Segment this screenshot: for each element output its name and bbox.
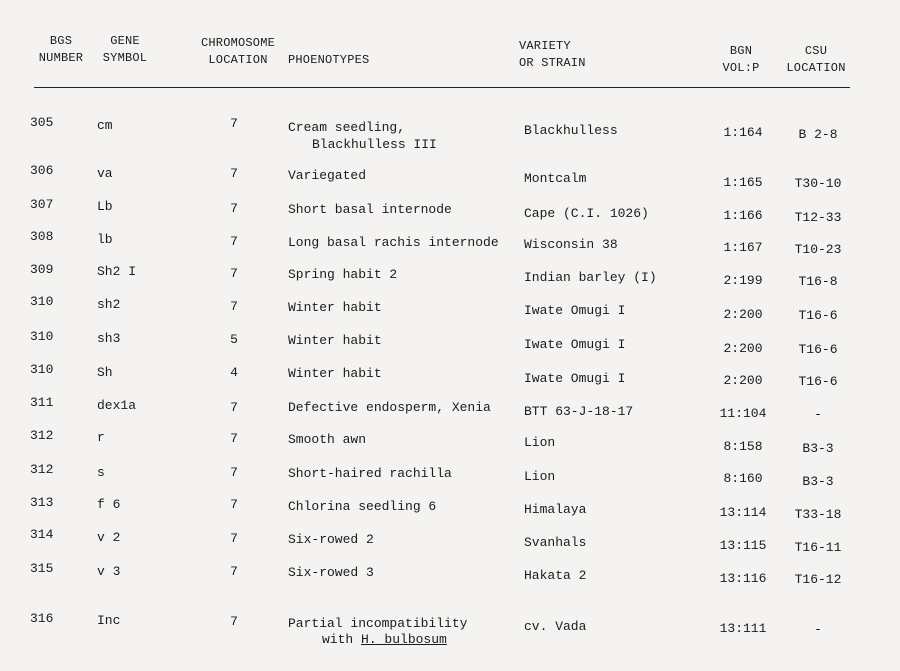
csu-location: B 2-8 bbox=[798, 127, 838, 142]
bgn-vol-page: 1:165 bbox=[723, 175, 763, 190]
variety: Svanhals bbox=[524, 535, 587, 550]
gene-symbol: Inc bbox=[97, 613, 121, 628]
variety: Iwate Omugi I bbox=[524, 303, 626, 318]
bgs-number: 316 bbox=[30, 611, 54, 626]
chromosome-location: 7 bbox=[230, 400, 238, 415]
bgs-number: 312 bbox=[30, 462, 54, 477]
chromosome-location: 7 bbox=[230, 266, 238, 281]
bgn-vol-page: 1:166 bbox=[723, 208, 763, 223]
phenotype: Variegated bbox=[288, 168, 367, 183]
species-name: H. bulbosum bbox=[361, 632, 447, 647]
phenotype-continued: with H. bulbosum bbox=[322, 632, 447, 647]
csu-location: T12-33 bbox=[794, 210, 842, 225]
header-chromosome-location: CHROMOSOME LOCATION bbox=[200, 36, 275, 67]
csu-location: T16-12 bbox=[794, 572, 842, 587]
csu-location: B3-3 bbox=[802, 441, 834, 456]
bgn-vol-page: 13:111 bbox=[719, 621, 767, 636]
gene-symbol: lb bbox=[97, 232, 113, 247]
variety: Cape (C.I. 1026) bbox=[524, 206, 649, 221]
header-bgs-number: BGS NUMBER bbox=[38, 34, 84, 65]
phenotype: Short basal internode bbox=[288, 202, 452, 217]
csu-location: T16-6 bbox=[798, 308, 838, 323]
bgn-vol-page: 13:116 bbox=[719, 571, 767, 586]
chromosome-location: 7 bbox=[230, 564, 238, 579]
csu-location: T30-10 bbox=[794, 176, 842, 191]
gene-symbol: sh3 bbox=[97, 331, 121, 346]
phenotype: Chlorina seedling 6 bbox=[288, 499, 437, 514]
csu-location: T16-6 bbox=[798, 374, 838, 389]
chromosome-location: 7 bbox=[230, 614, 238, 629]
gene-symbol: v 3 bbox=[97, 564, 121, 579]
variety: Wisconsin 38 bbox=[524, 237, 618, 252]
chromosome-location: 7 bbox=[230, 465, 238, 480]
bgs-number: 310 bbox=[30, 294, 54, 309]
gene-symbol: f 6 bbox=[97, 497, 121, 512]
phenotype: Long basal rachis internode bbox=[288, 235, 499, 250]
header-phenotypes: PHOENOTYPES bbox=[288, 53, 370, 67]
bgn-vol-page: 13:115 bbox=[719, 538, 767, 553]
bgn-vol-page: 1:167 bbox=[723, 240, 763, 255]
variety: Lion bbox=[524, 469, 556, 484]
phenotype: Defective endosperm, Xenia bbox=[288, 400, 491, 415]
csu-location: T33-18 bbox=[794, 507, 842, 522]
gene-symbol: Sh2 I bbox=[97, 264, 137, 279]
bgs-number: 308 bbox=[30, 229, 54, 244]
chromosome-location: 7 bbox=[230, 497, 238, 512]
variety: Himalaya bbox=[524, 502, 587, 517]
bgn-vol-page: 2:200 bbox=[723, 307, 763, 322]
phenotype: Six-rowed 2 bbox=[288, 532, 374, 547]
chromosome-location: 7 bbox=[230, 116, 238, 131]
header-gene-symbol: GENE SYMBOL bbox=[102, 34, 148, 65]
bgn-vol-page: 2:200 bbox=[723, 373, 763, 388]
bgs-number: 307 bbox=[30, 197, 54, 212]
bgs-number: 313 bbox=[30, 495, 54, 510]
phenotype: Winter habit bbox=[288, 366, 382, 381]
chromosome-location: 7 bbox=[230, 234, 238, 249]
phenotype: Smooth awn bbox=[288, 432, 367, 447]
variety: Iwate Omugi I bbox=[524, 337, 626, 352]
bgn-vol-page: 11:104 bbox=[719, 406, 767, 421]
chromosome-location: 7 bbox=[230, 201, 238, 216]
chromosome-location: 7 bbox=[230, 299, 238, 314]
bgn-vol-page: 2:200 bbox=[723, 341, 763, 356]
csu-location: - bbox=[814, 622, 822, 637]
gene-symbol: cm bbox=[97, 118, 113, 133]
bgs-number: 309 bbox=[30, 262, 54, 277]
variety: Montcalm bbox=[524, 171, 587, 186]
bgs-number: 305 bbox=[30, 115, 54, 130]
csu-location: T16-6 bbox=[798, 342, 838, 357]
gene-symbol: s bbox=[97, 465, 105, 480]
gene-symbol: r bbox=[97, 430, 105, 445]
phenotype: Cream seedling, bbox=[288, 120, 406, 135]
variety: Indian barley (I) bbox=[524, 270, 657, 285]
variety: Hakata 2 bbox=[524, 568, 587, 583]
bgs-number: 306 bbox=[30, 163, 54, 178]
phenotype: Winter habit bbox=[288, 300, 382, 315]
variety: cv. Vada bbox=[524, 619, 587, 634]
bgn-vol-page: 8:160 bbox=[723, 471, 763, 486]
variety: BTT 63-J-18-17 bbox=[524, 404, 634, 419]
bgn-vol-page: 2:199 bbox=[723, 273, 763, 288]
bgs-number: 315 bbox=[30, 561, 54, 576]
variety: Iwate Omugi I bbox=[524, 371, 626, 386]
csu-location: T16-8 bbox=[798, 274, 838, 289]
gene-symbol: dex1a bbox=[97, 398, 137, 413]
variety: Blackhulless bbox=[524, 123, 618, 138]
bgs-number: 310 bbox=[30, 329, 54, 344]
chromosome-location: 4 bbox=[230, 365, 238, 380]
header-variety-strain: VARIETY OR STRAIN bbox=[519, 39, 586, 70]
header-rule bbox=[34, 87, 850, 88]
phenotype-continued: Blackhulless III bbox=[312, 137, 437, 152]
phenotype: Six-rowed 3 bbox=[288, 565, 374, 580]
gene-symbol: Sh bbox=[97, 365, 113, 380]
phenotype: Short-haired rachilla bbox=[288, 466, 452, 481]
chromosome-location: 7 bbox=[230, 166, 238, 181]
gene-symbol: sh2 bbox=[97, 297, 121, 312]
csu-location: B3-3 bbox=[802, 474, 834, 489]
csu-location: T16-11 bbox=[794, 540, 842, 555]
bgs-number: 310 bbox=[30, 362, 54, 377]
gene-symbol: Lb bbox=[97, 199, 113, 214]
bgn-vol-page: 1:164 bbox=[723, 125, 763, 140]
gene-symbol: v 2 bbox=[97, 530, 121, 545]
chromosome-location: 5 bbox=[230, 332, 238, 347]
gene-symbol: va bbox=[97, 166, 113, 181]
variety: Lion bbox=[524, 435, 556, 450]
chromosome-location: 7 bbox=[230, 531, 238, 546]
header-csu-location: CSU LOCATION bbox=[786, 44, 846, 75]
phenotype: Partial incompatibility bbox=[288, 616, 468, 631]
phenotype: Spring habit 2 bbox=[288, 267, 398, 282]
phenotype: Winter habit bbox=[288, 333, 382, 348]
bgs-number: 311 bbox=[30, 395, 54, 410]
bgs-number: 314 bbox=[30, 527, 54, 542]
bgn-vol-page: 8:158 bbox=[723, 439, 763, 454]
bgs-number: 312 bbox=[30, 428, 54, 443]
csu-location: - bbox=[814, 407, 822, 422]
chromosome-location: 7 bbox=[230, 431, 238, 446]
header-bgn-volp: BGN VOL:P bbox=[722, 44, 760, 75]
bgn-vol-page: 13:114 bbox=[719, 505, 767, 520]
csu-location: T10-23 bbox=[794, 242, 842, 257]
